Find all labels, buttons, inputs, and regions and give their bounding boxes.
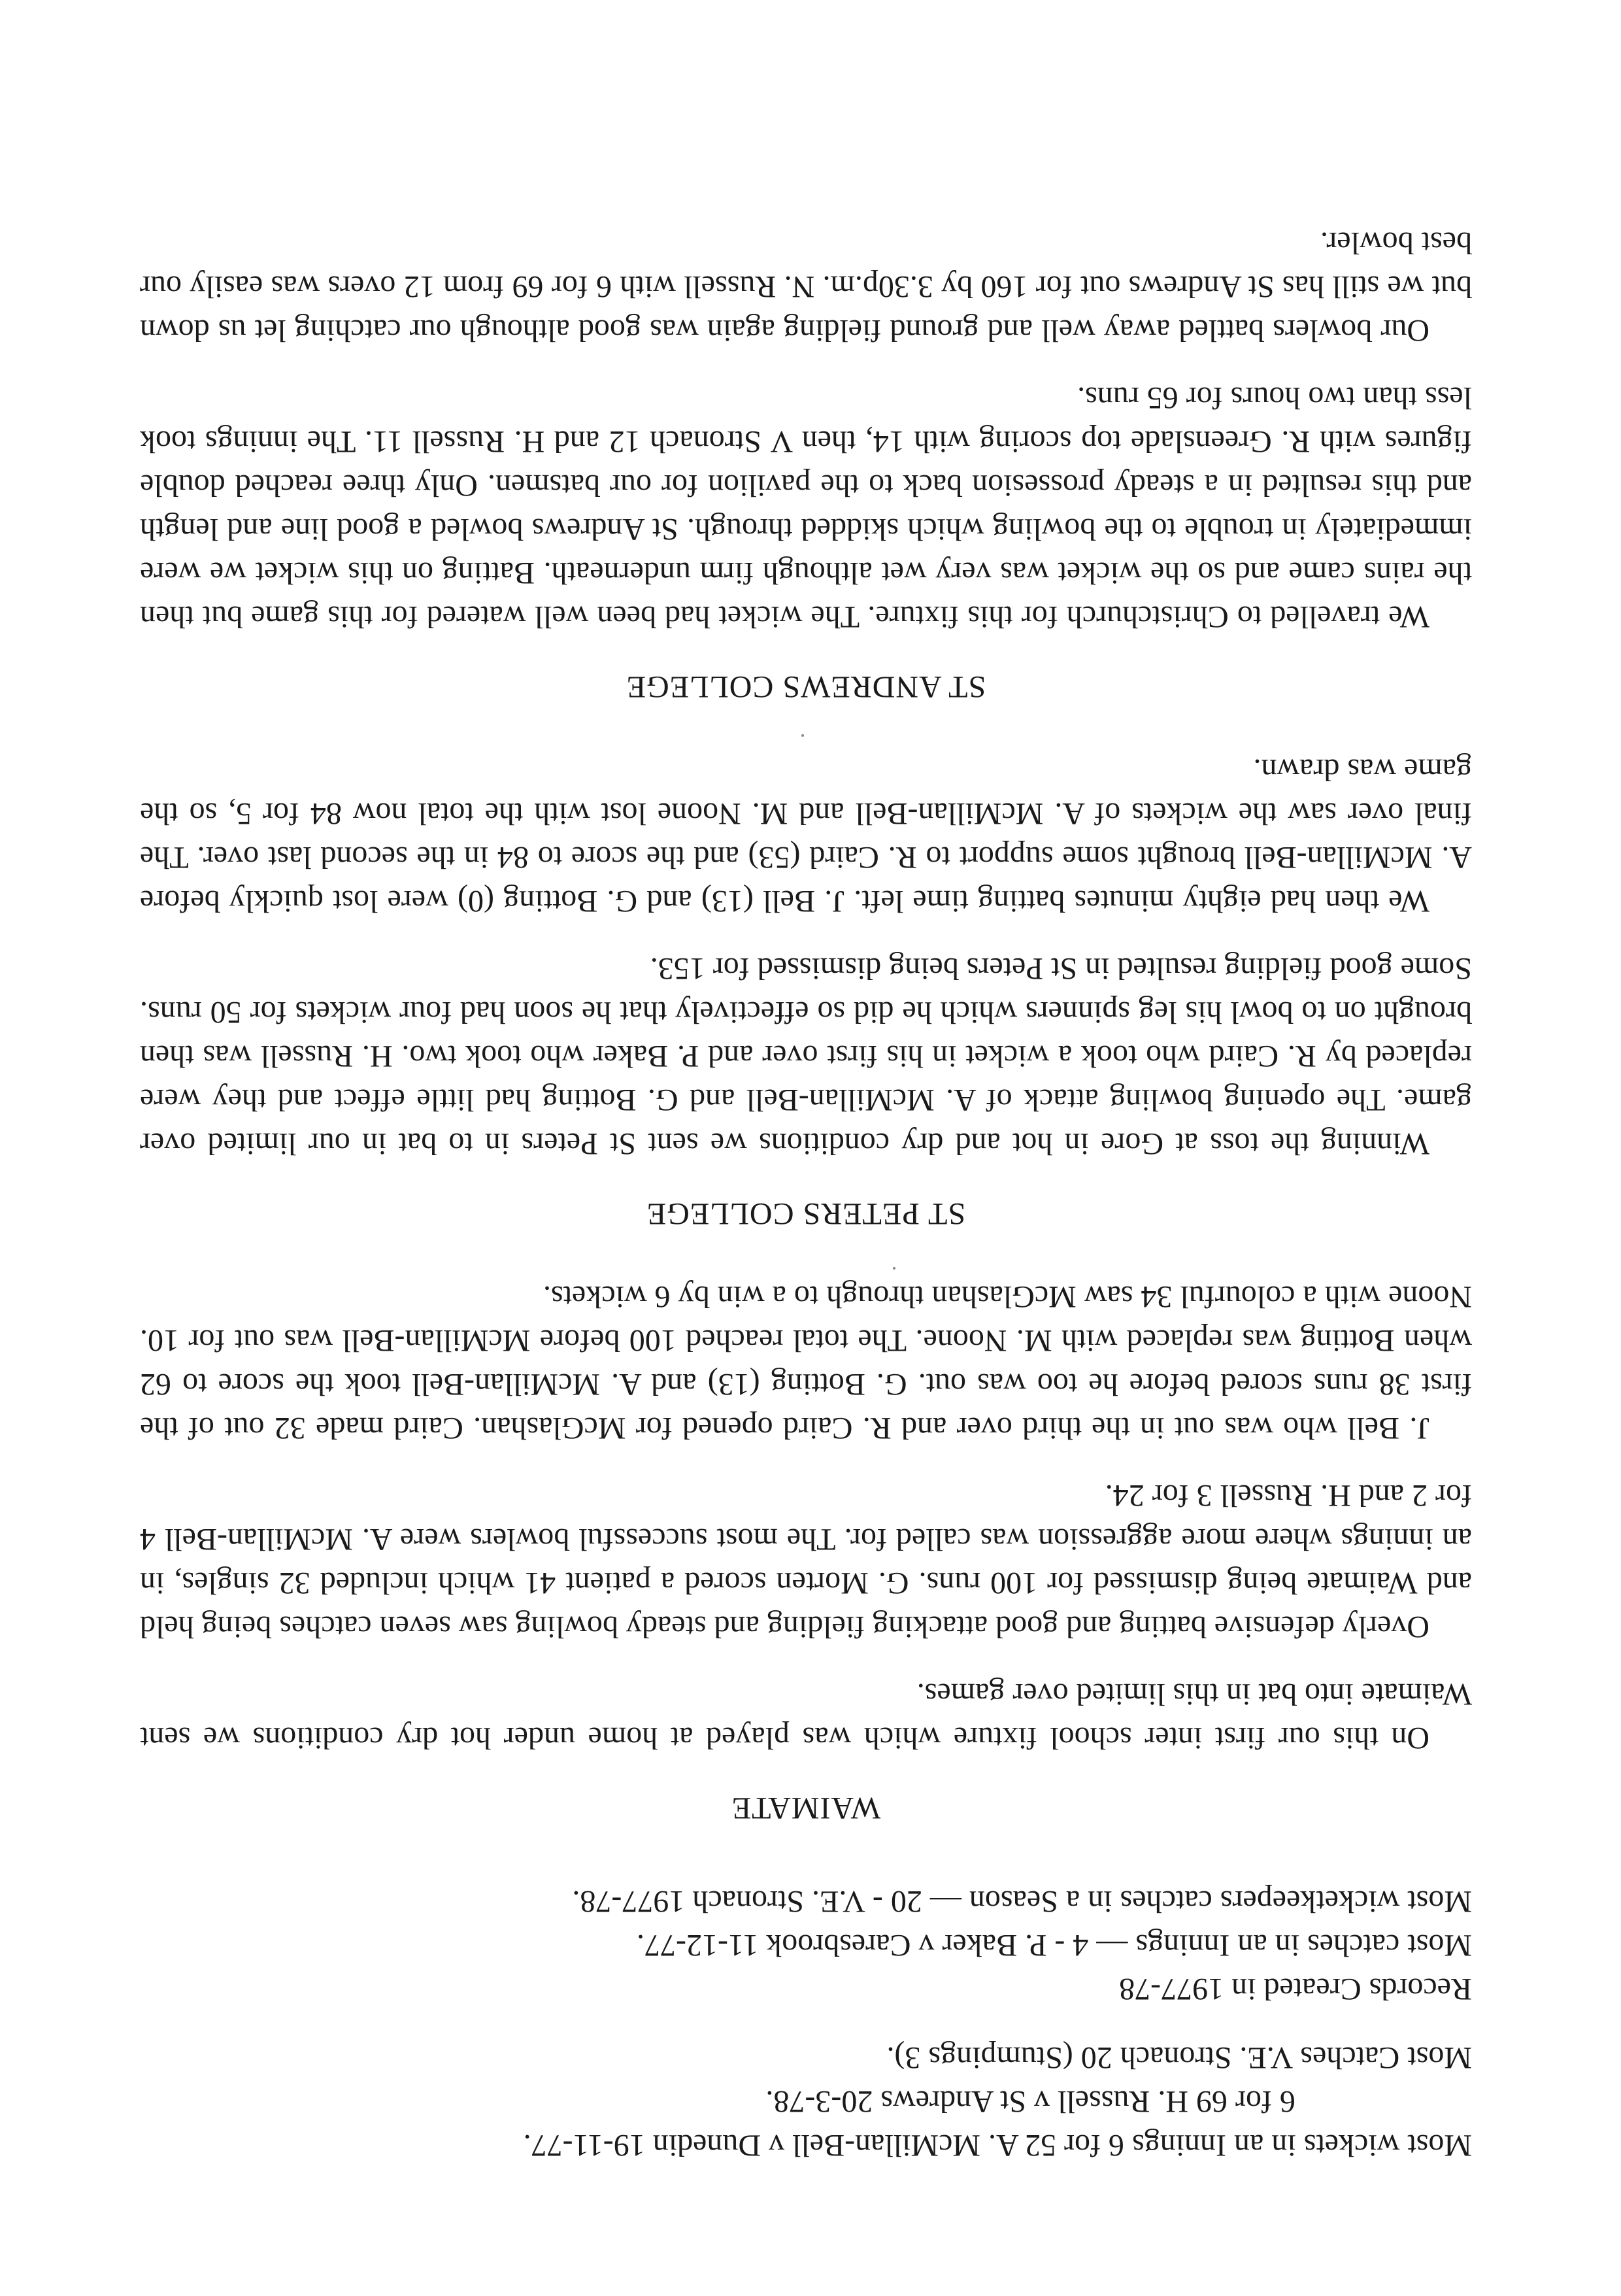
paragraph: We then had eighty minutes batting time left. J. Bell (13) and G. Botting (0) were lost quickly before A. McMillan-Bell brought some support to R. Caird (53) and the score to 84 in the second last over. The final over saw the wickets of A. McMillan-Bell and M. Noone lost with the total now 84 for 5, so the game was drawn.: [140, 752, 1472, 919]
paragraph: Winning the toss at Gore in hot and dry conditions we sent St Peters in to bat in our limited over game. The opening bowling attack of A. McMillan-Bell and G. Botting had little effect and they were replaced by R. Caird who took a wicket in his first over and P. Baker who took two. H. Russell was then brought on to bowl his leg spinners which he did so effectively that he soon had four wickets for 50 runs. Some good fielding resulted in St Peters being dismissed for 153.: [140, 951, 1472, 1161]
document-body: [140, 197, 1472, 2167]
records-created-heading: Records Created in 1977-78: [1119, 1972, 1472, 2006]
paragraph: Our bowlers battled away well and ground fielding again was good although our catching let us down but we still has St Andrews out for 160 by 3.30p.m. N. Russell with 6 for 69 from 12 overs was easily our best bowler.: [140, 226, 1472, 348]
scan-speck: [893, 1267, 895, 1270]
section-waimate: [140, 1275, 1472, 1830]
section-heading: ST PETERS COLLEGE: [646, 1196, 966, 1231]
record-most-wickets-2: 6 for 69 H. Russell v St Andrews 20-3-78.: [765, 2084, 1295, 2119]
scan-speck: [801, 734, 804, 737]
paragraph: J. Bell who was out in the third over and R. Caird opened for McGlashan. Caird made 32 out of the first 38 runs scored before he too was out. G. Botting (13) and A. McMillan-Bell took the score to 62 when Botting was replaced with M. Noone. The total reached 100 before McMillan-Bell was out for 10. Noone with a colourful 34 saw McGlashan through to a win by 6 wickets.: [140, 1279, 1472, 1445]
paragraph: We travelled to Christchurch for this fixture. The wicket had been well watered for this game but then the rains came and so the wicket was very wet although firm underneath. Batting on this wicket we were immediately in trouble to the bowling which skidded through. St Andrews bowled a good line and length and this resulted in a steady prossesion back to the pavilion for our batsmen. Only three reached double figures with R. Greenslade top scoring with 14, then V Stronach 12 and H. Russell 11. The innings took less than two hours for 65 runs.: [140, 380, 1472, 634]
section-heading: ST ANDREWS COLLEGE: [626, 669, 986, 704]
record-created-2: Most wicketkeepers catches in a Season — 20 - V.E. Stronach 1977-78.: [572, 1884, 1472, 1919]
section-heading: WAIMATE: [731, 1791, 881, 1825]
paragraph: Overly defensive batting and good attacking fielding and steady bowling saw seven catches being held and Waimate being dismissed for 100 runs. G. Morten scored a patient 41 which included 32 singles, in an innings where more aggression was called for. The most successful bowlers were A. McMillan-Bell 4 for 2 and H. Russell 3 for 24.: [140, 1478, 1472, 1644]
record-most-catches-label: Most Catches: [1300, 2040, 1472, 2075]
record-most-wickets-label: Most wickets in an Innings: [1132, 2128, 1472, 2163]
section-st-peters: [140, 748, 1472, 1236]
section-st-andrews: [140, 221, 1472, 709]
records-block: [140, 1880, 1472, 2167]
paragraph: On this our first inter school fixture which was played at home under hot dry conditions we sent Waimate into bat in this limited over games.: [140, 1677, 1472, 1755]
record-most-wickets-1: 6 for 52 A. McMillan-Bell v Dunedin 19-11-77.: [523, 2128, 1125, 2163]
record-most-catches: [140, 2036, 1472, 2080]
record-created-1: Most catches in an Innings — 4 - P. Baker v Caresbrook 11-12-77.: [637, 1928, 1472, 1963]
record-most-catches-value: V.E. Stronach 20 (Stumpings 3).: [886, 2040, 1294, 2075]
record-most-wickets: [140, 2123, 1472, 2167]
